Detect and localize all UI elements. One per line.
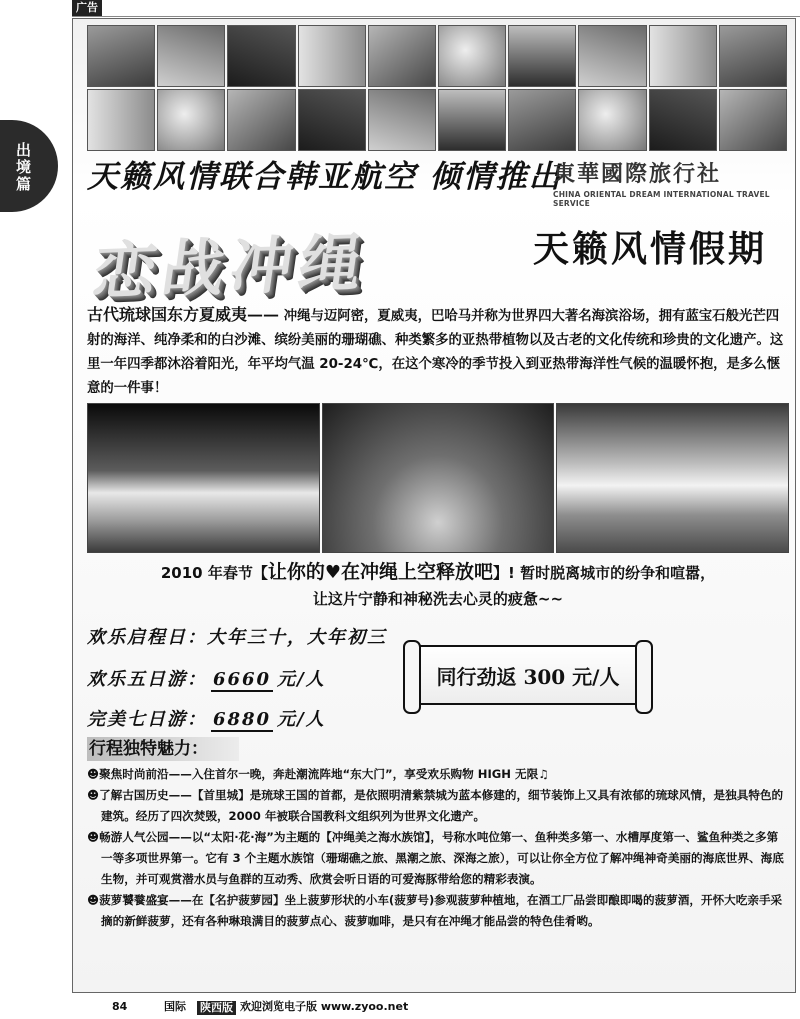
banner-line-2: 让这片宁静和神秘洗去心灵的疲惫~~ — [312, 590, 564, 608]
banner-highlight-b: 在冲绳上空释放吧 — [341, 561, 494, 583]
rebate-text: 同行劲返 300 元/人 — [436, 664, 620, 689]
tour-7day-price: 6880 — [212, 709, 272, 730]
photo-tile — [508, 25, 576, 87]
photo-tile — [578, 25, 646, 87]
holiday-title: 天籁风情假期 — [533, 228, 768, 270]
tour-5day-unit: 元/人 — [277, 669, 326, 690]
photo-tile — [157, 25, 225, 87]
banner-suffix: 】! 暂时脱离城市的纷争和喧嚣， — [493, 564, 716, 582]
section-title: 行程独特魅力： — [87, 737, 239, 761]
agency-logo — [553, 157, 789, 208]
feature-item: ☻菠萝饕餮盛宴——在【名护菠萝园】坐上菠萝形状的小车(菠萝号)参观菠萝种植地，在酒工厂品尝即酿即喝的菠萝酒，开怀大吃亲手采摘的新鲜菠萝，还有各种琳琅满目的菠萝点心、菠萝咖啡，是只有在冲绳才能品尝的特色佳肴哟。 — [87, 893, 783, 928]
photo-tile — [298, 89, 366, 151]
rebate-scroll — [413, 645, 643, 705]
coral-photo — [322, 403, 555, 553]
heart-icon: ♥ — [324, 562, 342, 583]
top-divider — [72, 16, 800, 17]
tour-7day-label: 完美七日游： — [87, 709, 207, 730]
photo-tile — [719, 89, 787, 151]
tour-5day-price: 6660 — [212, 669, 272, 690]
feature-item: ☻畅游人气公园——以“太阳·花·海”为主题的【冲绳美之海水族馆】，号称水吨位第一、鱼种类多第一、水槽厚度第一、鲨鱼种类之多第一等多项世界第一。它有 3 个主题水族馆（珊瑚礁之旅、黑潮之旅、深海之旅），可以让你全方位了解冲绳神奇美丽的海底世界、海底生物，并可观赏潜水员与鱼群的互动秀、欣赏会听日语的可爱海豚带给您的精彩表演。 — [87, 830, 784, 886]
boat-photo — [556, 403, 789, 553]
page-footer — [72, 996, 800, 1018]
photo-tile — [368, 89, 436, 151]
section-side-tab — [0, 120, 58, 212]
departure-value: 大年三十，大年初三 — [207, 627, 387, 648]
departure-row — [87, 623, 387, 649]
intro-paragraph — [87, 303, 787, 401]
tour-7day-row — [87, 705, 326, 732]
departure-label: 欢乐启程日： — [87, 627, 207, 648]
tour-5day-label: 欢乐五日游： — [87, 669, 207, 690]
edition-badge: 陕西版 — [197, 1001, 236, 1015]
headline: 天籁风情联合韩亚航空 倾情推出 — [87, 159, 562, 195]
feature-list — [87, 764, 787, 932]
photo-tile — [87, 89, 155, 151]
photo-tile — [227, 25, 295, 87]
banner-prefix: 2010 年春节【 — [160, 564, 268, 582]
tour-7day-unit: 元/人 — [277, 709, 326, 730]
banner-line-1 — [87, 559, 789, 586]
photo-tile — [438, 89, 506, 151]
photo-tile — [157, 89, 225, 151]
photo-tile — [508, 89, 576, 151]
photo-tile — [719, 25, 787, 87]
footer-welcome: 欢迎浏览电子版 www.zyoo.net — [240, 1000, 409, 1013]
photo-tile — [368, 25, 436, 87]
beach-photo — [87, 403, 320, 553]
logo-english: CHINA ORIENTAL DREAM INTERNATIONAL TRAVEL SERVICE — [553, 190, 770, 208]
ad-label: 广告 — [72, 0, 102, 16]
title-3d: 恋战冲绳 — [88, 225, 373, 309]
intro-body: 冲绳与迈阿密，夏威夷，巴哈马并称为世界四大著名海滨浴场，拥有蓝宝石般光芒四射的海洋、纯净柔和的白沙滩、缤纷美丽的珊瑚礁、种类繁多的亚热带植物以及古老的文化传统和珍贵的文化遗产。这里一年四季都沐浴着阳光，年平均气温 20-24℃，在这个寒冷的季节投入到亚热带海洋性气候的温暖怀抱，是多么惬意的一件事！ — [87, 309, 784, 396]
photo-collage — [87, 25, 787, 151]
feature-item: ☻了解古国历史——【首里城】是琉球王国的首都，是依照明清紫禁城为蓝本修建的，细节装饰上又具有浓郁的琉球风情，是独具特色的建筑。经历了四次焚毁，2000 年被联合国教科文组织列为世界文化遗产。 — [87, 788, 784, 823]
photo-tile — [227, 89, 295, 151]
photo-tile — [438, 25, 506, 87]
promo-banner — [87, 559, 789, 612]
photo-tile — [298, 25, 366, 87]
logo-chinese: 東華國際旅行社 — [553, 161, 722, 187]
feature-item: ☻聚焦时尚前沿——入住首尔一晚，奔赴潮流阵地“东大门”，享受欢乐购物 HIGH 无限♫ — [87, 767, 549, 781]
photo-tile — [87, 25, 155, 87]
photo-tile — [649, 25, 717, 87]
page-number: 84 — [112, 1000, 128, 1013]
intro-lead: 古代琉球国东方夏威夷—— — [87, 305, 280, 324]
photo-tile — [649, 89, 717, 151]
side-tab-label: 出境篇 — [16, 141, 32, 193]
tour-5day-row — [87, 665, 326, 692]
footer-section: 国际 — [164, 1000, 186, 1013]
banner-highlight-a: 让你的 — [267, 561, 325, 583]
scenery-photos — [87, 403, 789, 553]
photo-tile — [578, 89, 646, 151]
advertisement-panel — [72, 18, 796, 993]
